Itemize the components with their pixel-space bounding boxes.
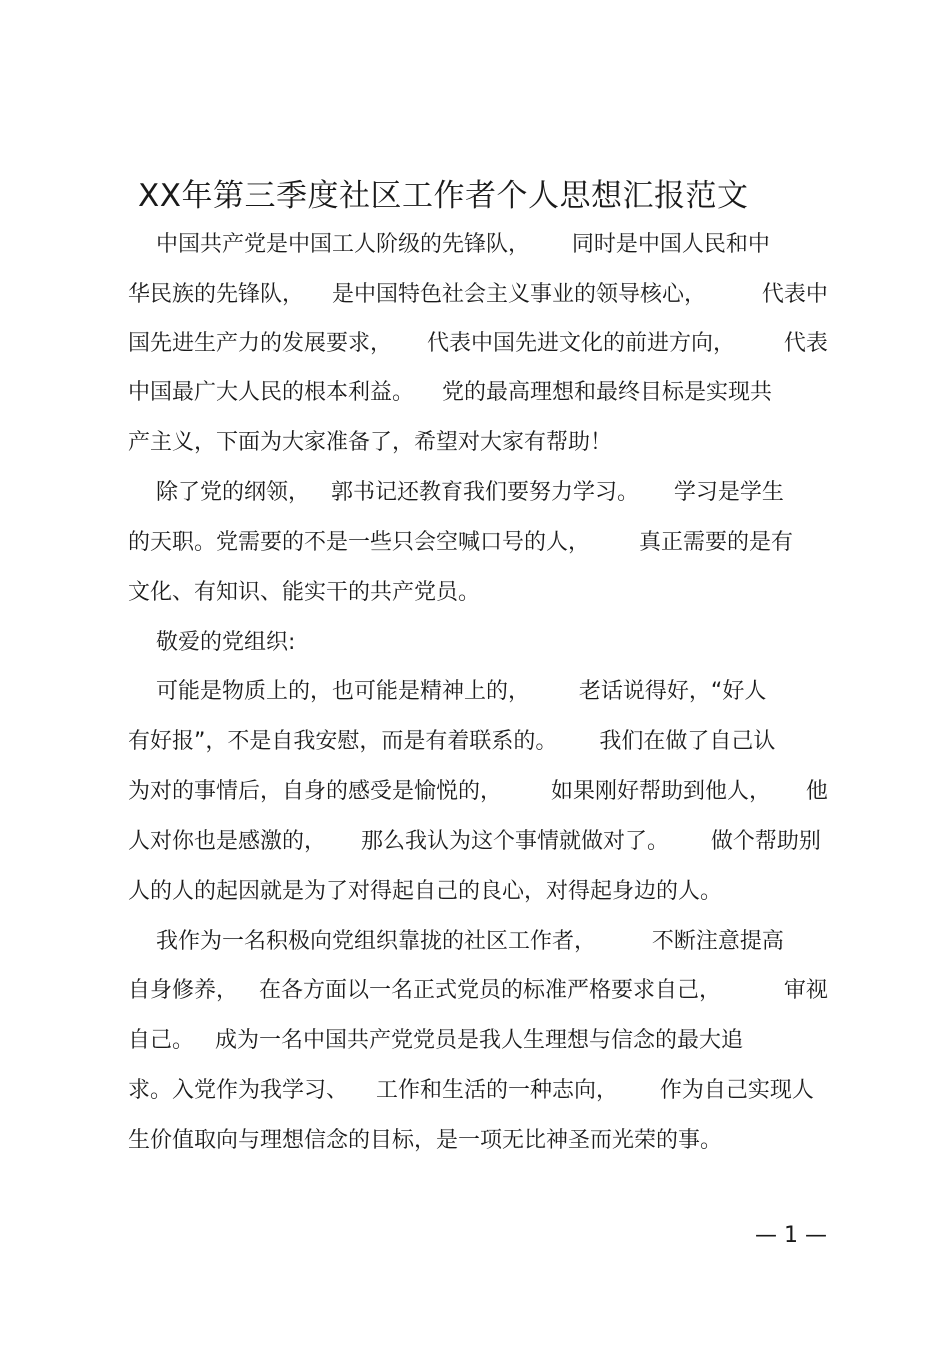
text-line: 人对你也是感激的， 那么我认为这个事情就做对了。 做个帮助别: [128, 829, 821, 854]
text-line: 除了党的纲领， 郭书记还教育我们要努力学习。 学习是学生: [128, 480, 784, 505]
page-number: — 1 —: [755, 1223, 827, 1248]
text-line: 华民族的先锋队， 是中国特色社会主义事业的领导核心， 代表中: [128, 282, 828, 307]
text-line: 敬爱的党组织:: [128, 630, 296, 655]
text-line: 中国共产党是中国工人阶级的先锋队， 同时是中国人民和中: [128, 232, 770, 257]
text-line: 国先进生产力的发展要求， 代表中国先进文化的前进方向， 代表: [128, 331, 828, 356]
text-line: 文化、有知识、能实干的共产党员。: [128, 580, 481, 605]
text-line: 我作为一名积极向党组织靠拢的社区工作者， 不断注意提高: [128, 929, 784, 954]
text-line: 有好报”，不是自我安慰，而是有着联系的。 我们在做了自己认: [128, 729, 776, 754]
text-line: 可能是物质上的，也可能是精神上的， 老话说得好，“好人: [128, 679, 767, 704]
text-line: 生价值取向与理想信念的目标，是一项无比神圣而光荣的事。: [128, 1128, 723, 1153]
text-line: 的天职。党需要的不是一些只会空喊口号的人， 真正需要的是有: [128, 530, 793, 555]
text-line: 求。入党作为我学习、 工作和生活的一种志向， 作为自己实现人: [128, 1078, 814, 1103]
text-line: 为对的事情后，自身的感受是愉悦的， 如果刚好帮助到他人， 他: [128, 779, 828, 804]
text-line: 自己。 成为一名中国共产党党员是我人生理想与信念的最大追: [128, 1028, 743, 1053]
text-line: 中国最广大人民的根本利益。 党的最高理想和最终目标是实现共: [128, 380, 772, 405]
document-title: XX年第三季度社区工作者个人思想汇报范文: [138, 178, 749, 214]
text-line: 自身修养， 在各方面以一名正式党员的标准严格要求自己， 审视: [128, 978, 828, 1003]
text-line: 人的人的起因就是为了对得起自己的良心，对得起身边的人。: [128, 879, 723, 904]
text-line: 产主义，下面为大家准备了，希望对大家有帮助！: [128, 430, 613, 455]
